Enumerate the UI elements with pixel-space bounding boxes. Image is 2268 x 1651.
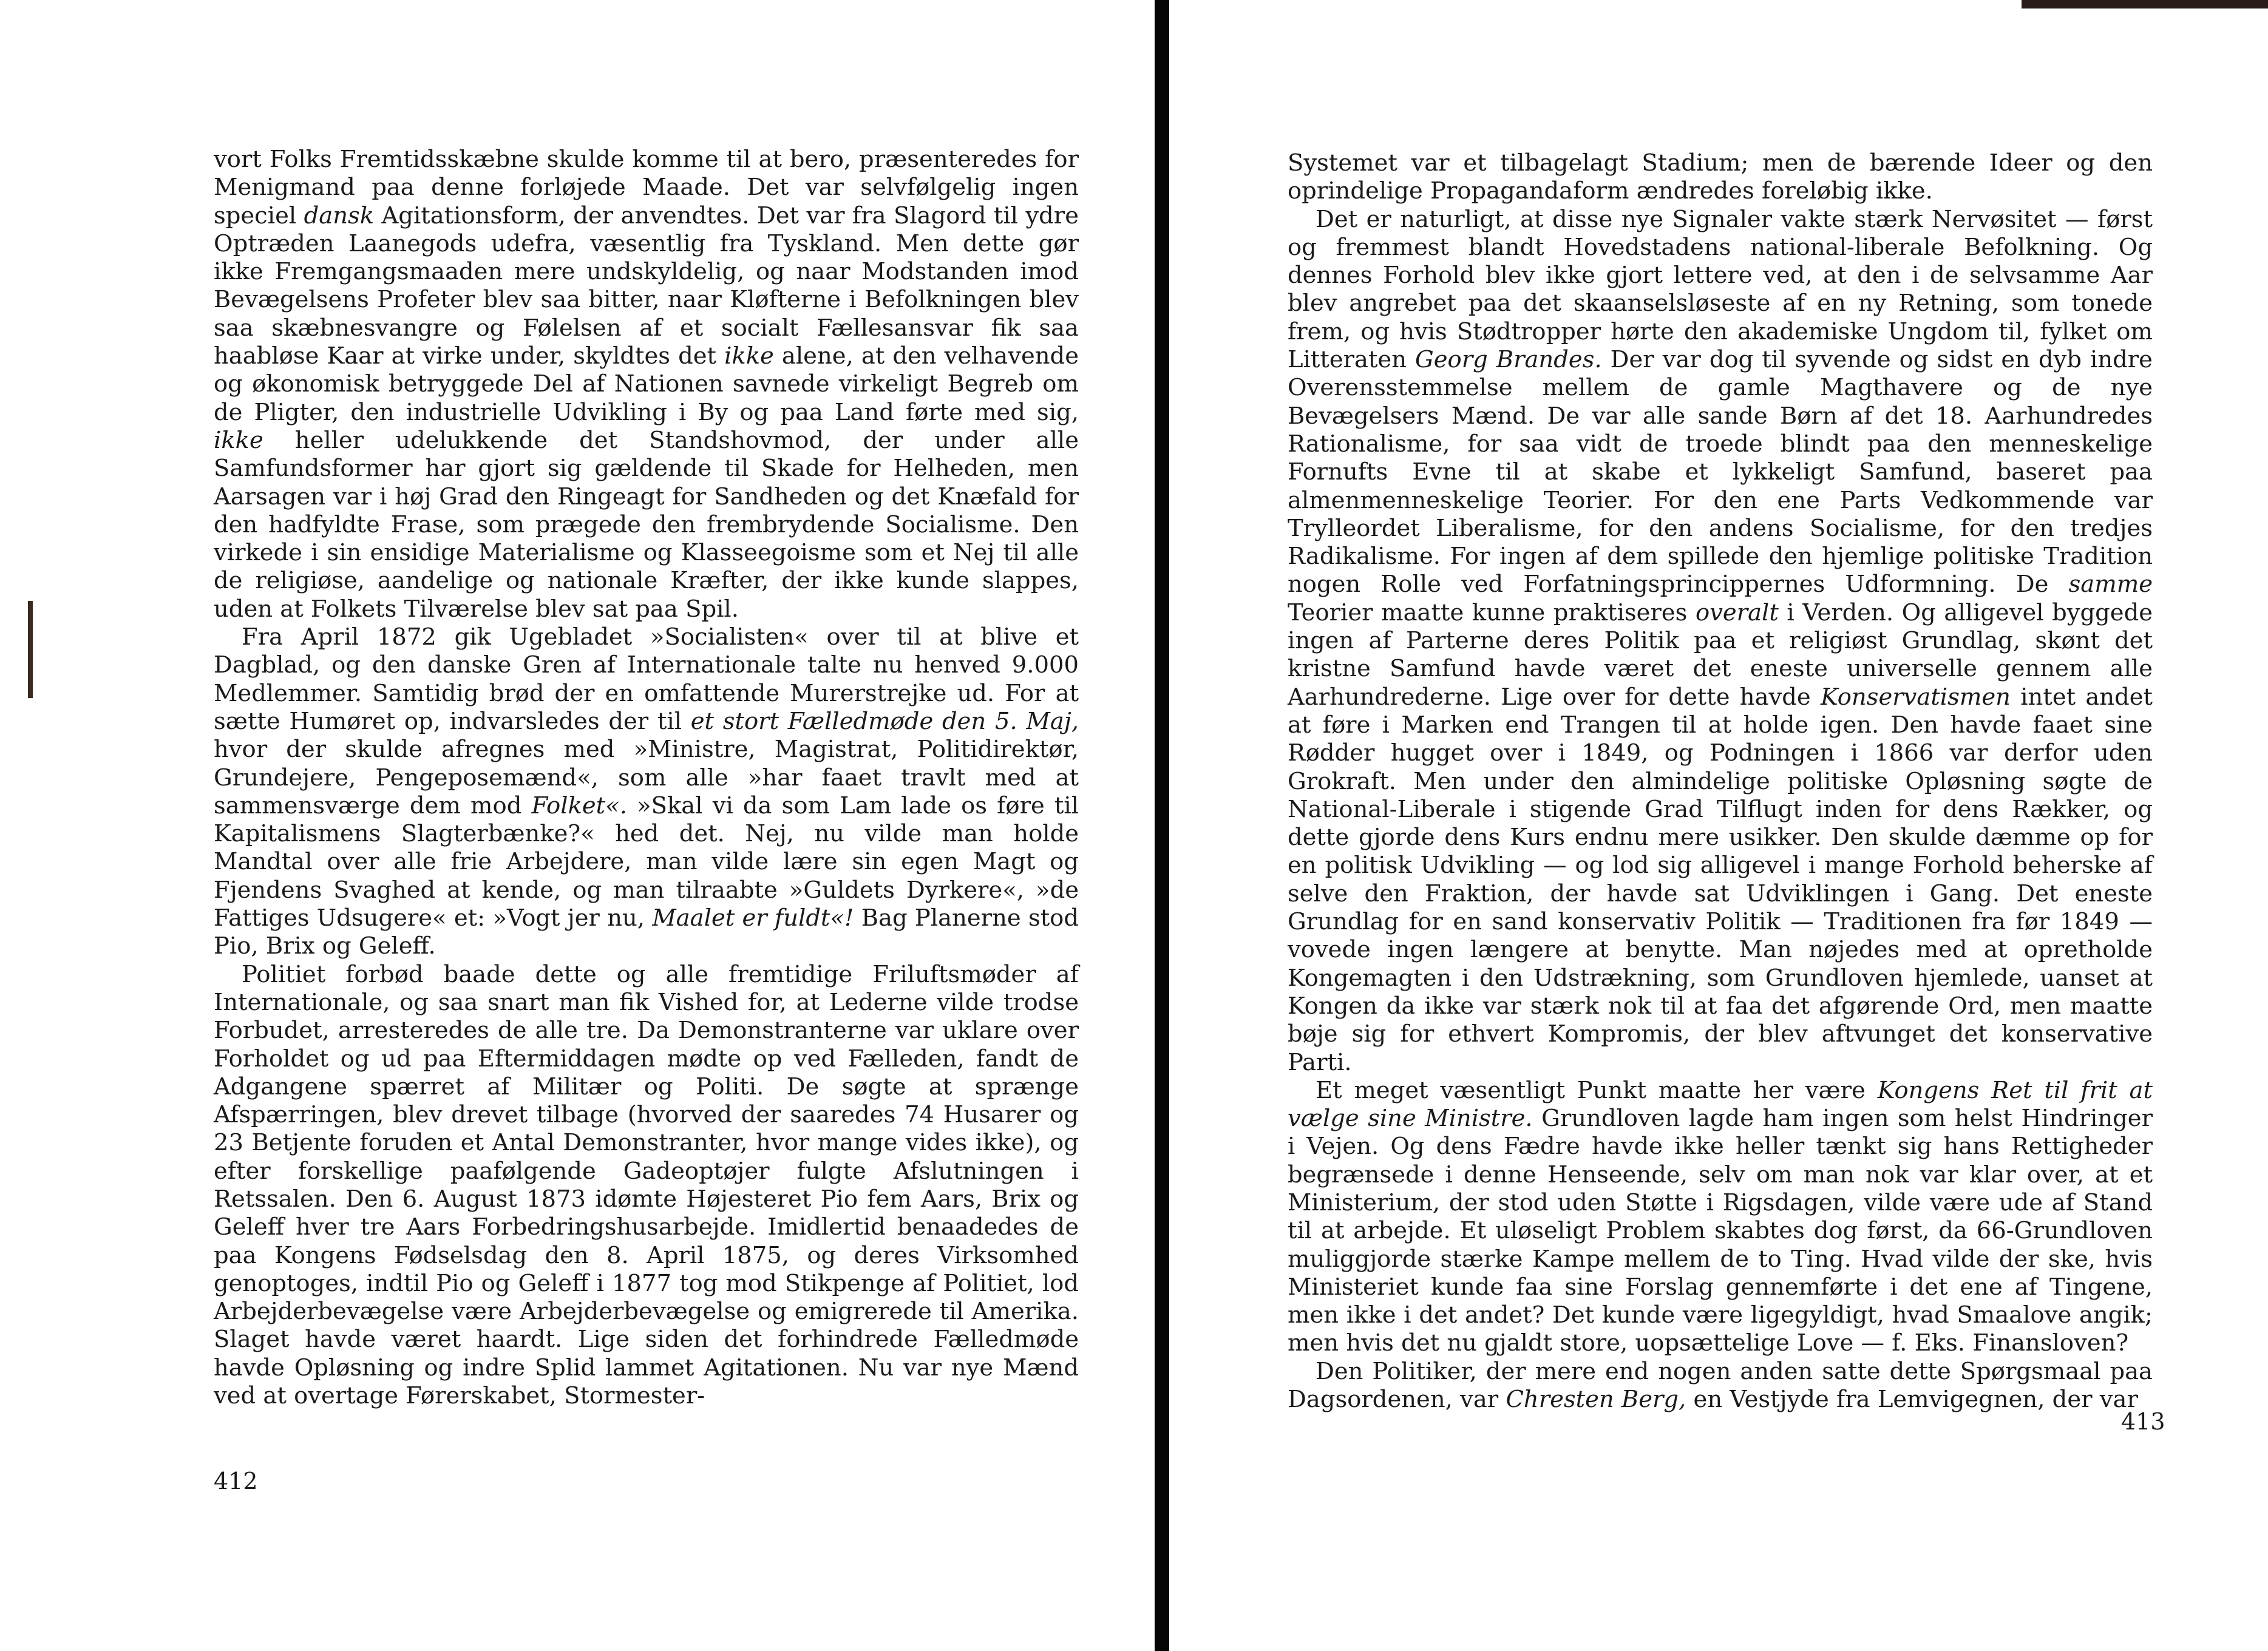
italic-text: Konservatismen: [1820, 683, 2011, 711]
italic-text: Maalet er fuldt«!: [652, 904, 854, 932]
text-run: Politiet forbød baade dette og alle fremtidige Friluftsmøder af Internationale, og saa snart man fik Vished for, at Lederne vilde trodse Forbudet, arresteredes de alle tre. Da Demonstranterne var uklare over Forholdet og ud paa Eftermiddagen mødte op ved Fælleden, fandt de Adgangene spærret af Militær og Politi. De søgte at sprænge Afspærringen, blev drevet tilbage (hvorved der saaredes 74 Husarer og 23 Betjente foruden et Antal Demonstranter, hvor mange vides ikke), og efter forskellige paafølgende Gadeoptøjer fulgte Afslutningen i Retssalen. Den 6. August 1873 idømte Højesteret Pio fem Aars, Brix og Geleff hver tre Aars Forbedringshusarbejde. Imidlertid benaadedes de paa Kongens Fødselsdag den 8. April 1875, og deres Virksomhed genoptoges, indtil Pio og Geleff i 1877 tog mod Stikpenge af Politiet, lod Arbejderbevægelse være Arbejderbevægelse og emigrerede til Amerika. Slaget havde været haardt. Lige siden det forhindrede Fælledmøde havde Opløsning og indre Splid lammet Agitationen. Nu var nye Mænd ved at overtage Førerskabet, Stormester-: [214, 960, 1079, 1410]
italic-text: Georg Brandes.: [1415, 346, 1602, 374]
text-run: intet andet at føre i Marken end Trangen til at holde igen. Den havde faaet sine Rødder hugget over i 1849, og Podningen i 1866 var derfor uden Grokraft. Men under den almindelige politiske Opløsning søgte de National-Liberale i stigende Grad Tilflugt inden for dens Rækker, og dette gjorde dens Kurs endnu mere usikker. Den skulde dæmme op for en politisk Udvikling — og lod sig alligevel i mange Forhold beherske af selve den Fraktion, der havde sat Udviklingen i Gang. Det eneste Grundlag for en sand konservativ Politik — Traditionen fra før 1849 — vovede ingen længere at benytte. Man nøjedes med at opretholde Kongemagten i den Udstrækning, som Grundloven hjemlede, uanset at Kongen da ikke var stærk nok til at faa det afgørende Ord, men maatte bøje sig for ethvert Kompromis, der blev aftvunget det konservative Parti.: [1288, 683, 2153, 1076]
text-run: i Verden. Og alligevel byggede ingen af Parterne deres Politik paa et religiøst Grundlag, skønt det kristne Samfund havde været det eneste universelle gennem alle Aarhundrederne. Lige over for dette havde: [1288, 598, 2153, 711]
italic-text: ikke: [724, 342, 774, 370]
italic-text: Folket«.: [531, 792, 627, 819]
right-page-text: [1288, 149, 2153, 1414]
paragraph: [1288, 1358, 2153, 1414]
paragraph: [1288, 206, 2153, 1077]
italic-text: samme: [2068, 571, 2153, 598]
text-run: Agitationsform, der anvendtes. Det var fra Slagord til ydre Optræden Laanegods udefra, væsentlig fra Tyskland. Men dette gør ikke Fremgangsmaaden mere undskyldelig, og naar Modstanden imod Bevægelsens Profeter blev saa bitter, naar Kløfterne i Befolkningen blev saa skæbnesvangre og Følelsen af et socialt Fællesansvar fik saa haabløse Kaar at virke under, skyldtes det: [214, 202, 1079, 370]
text-run: »Skal vi da som Lam lade os føre til Kapitalismens Slagterbænke?« hed det. Nej, nu vilde man holde Mandtal over alle frie Arbejdere, man vilde lære sin egen Magt og Fjendens Svaghed at kende, og man tilraabte »Guldets Dyrkere«, »de Fattiges Udsugere« et: »Vogt jer nu,: [214, 792, 1079, 932]
paragraph: [1288, 149, 2153, 206]
page-gutter: [1155, 0, 1169, 1651]
italic-text: Chresten Berg,: [1506, 1386, 1686, 1414]
page-number-left: 412: [214, 1468, 258, 1494]
text-run: en Vestjyde fra Lemvigegnen, der var: [1686, 1386, 2138, 1414]
text-run: heller udelukkende det Standshovmod, der under alle Samfundsformer har gjort sig gældende til Skade for Helheden, men Aarsagen var i høj Grad den Ringeagt for Sandheden og det Knæfald for den hadfyldte Frase, som prægede den frembrydende Socialisme. Den virkede i sin ensidige Materialisme og Klasseegoisme som et Nej til alle de religiøse, aandelige og nationale Kræfter, der ikke kunde slappes, uden at Folkets Tilværelse blev sat paa Spil.: [214, 426, 1079, 623]
binding-mark: [28, 601, 33, 698]
italic-text: dansk: [304, 202, 375, 229]
italic-text: overalt: [1695, 598, 1779, 626]
italic-text: Kongens Ret til frit at vælge sine Ministre.: [1288, 1076, 2153, 1133]
left-page-text: [214, 146, 1079, 1410]
page-number-right: 413: [2121, 1408, 2165, 1435]
text-run: vort Folks Fremtidsskæbne skulde komme til at bero, præsenteredes for Menigmand paa denne forløjede Maade. Det var selvfølgelig ingen speciel: [214, 146, 1079, 229]
text-run: Den Politiker, der mere end nogen anden satte dette Spørgsmaal paa Dagsordenen, var: [1288, 1357, 2153, 1414]
text-run: Teorier maatte kunne praktiseres: [1288, 598, 1696, 626]
paragraph: [214, 146, 1079, 623]
italic-text: et stort Fælledmøde den 5. Maj,: [690, 707, 1079, 735]
scan-edge: [2022, 0, 2268, 8]
text-run: Det er naturligt, at disse nye Signaler vakte stærk Nervøsitet — først og fremmest blandt Hovedstadens national-liberale Befolkning. Og dennes Forhold blev ikke gjort lettere ved, at den i de selvsamme Aar blev angrebet paa det skaanselsløseste af en ny Retning, som tonede frem, og hvis Stødtropper hørte den akademiske Ungdom til, fylket om Litteraten: [1288, 205, 2153, 374]
paragraph: [214, 623, 1079, 961]
text-run: Et meget væsentligt Punkt maatte her være: [1316, 1076, 1878, 1104]
italic-text: ikke: [214, 426, 263, 454]
text-run: Systemet var et tilbagelagt Stadium; men de bærende Ideer og den oprindelige Propagandaform ændredes foreløbig ikke.: [1288, 149, 2153, 205]
text-run: Bag Planerne stod Pio, Brix og Geleff.: [214, 904, 1079, 960]
text-run: Fra April 1872 gik Ugebladet »Socialisten« over til at blive et Dagblad, og den danske Gren af Internationale talte nu henved 9.000 Medlemmer. Samtidig brød der en omfattende Murerstrejke ud. For at sætte Humøret op, indvarsledes der til: [214, 623, 1079, 735]
paragraph: [1288, 1077, 2153, 1358]
text-run: Grundloven lagde ham ingen som helst Hindringer i Vejen. Og dens Fædre havde ikke heller tænkt sig hans Rettigheder begrænsede i denne Henseende, selv om man nok var klar over, at et Ministerium, der stod uden Støtte i Rigsdagen, vilde være ude af Stand til at arbejde. Et uløseligt Problem skabtes dog først, da 66-Grundloven muliggjorde stærke Kampe mellem de to Ting. Hvad vilde der ske, hvis Ministeriet kunde faa sine Forslag gennemførte i det ene af Tingene, men ikke i det andet? Det kunde være ligegyldigt, hvad Smaalove angik; men hvis det nu gjaldt store, uopsættelige Love — f. Eks. Finansloven?: [1288, 1105, 2153, 1357]
paragraph: [214, 961, 1079, 1411]
text-run: alene, at den velhavende og økonomisk betryggede Del af Nationen savnede virkeligt Begreb om de Pligter, den industrielle Udvikling i By og paa Land førte med sig,: [214, 342, 1079, 426]
text-run: hvor der skulde afregnes med »Ministre, Magistrat, Politidirektør, Grundejere, Pengeposemænd«, som alle »har faaet travlt med at sammensværge dem mod: [214, 736, 1079, 819]
right-page: [1169, 0, 2268, 1651]
text-run: Der var dog til syvende og sidst en dyb indre Overensstemmelse mellem de gamle Magthavere og de nye Bevægelsers Mænd. De var alle sande Børn af det 18. Aarhundredes Rationalisme, for saa vidt de troede blindt paa den menneskelige Fornufts Evne til at skabe et lykkeligt Samfund, baseret paa almenmenneskelige Teorier. For den ene Parts Vedkommende var Trylleordet Liberalisme, for den andens Socialisme, for den tredjes Radikalisme. For ingen af dem spillede den hjemlige politiske Tradition nogen Rolle ved Forfatningsprincippernes Udformning. De: [1288, 346, 2153, 598]
